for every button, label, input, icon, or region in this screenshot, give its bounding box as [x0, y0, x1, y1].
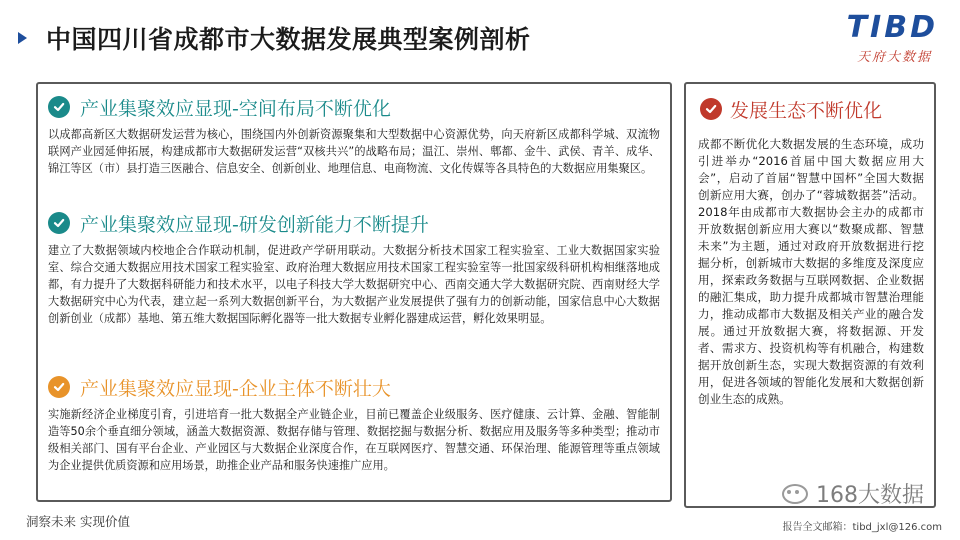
section-title: 产业集聚效应显现-研发创新能力不断提升: [80, 213, 429, 236]
check-circle-icon: [48, 96, 70, 118]
check-circle-icon: [48, 376, 70, 398]
triangle-bullet-icon: [18, 32, 27, 44]
side-header: [700, 96, 882, 122]
section-title: 产业集聚效应显现-企业主体不断壮大: [80, 377, 391, 400]
section-spatial-layout: [48, 94, 660, 177]
section-header: [48, 94, 660, 120]
section-body: 以成都高新区大数据研发运营为核心，围绕国内外创新资源聚集和大型数据中心资源优势，向天府新区成都科学城、双流物联网产业园延伸拓展，构建成都市大数据研发运营“双核共兴”的战略布局；温江、崇州、郫都、金牛、武侯、青羊、成华、锦江等区（市）县打造三医融合、信息安全、创新创业、地理信息、电商物流、文化传媒等各具特色的大数据应用集聚区。: [48, 128, 660, 175]
side-body: 成都不断优化大数据发展的生态环境，成功引进举办“2016首届中国大数据应用大会”，启动了首届“智慧中国杯”全国大数据创新应用大赛，创办了“蓉城数据荟”活动。2018年由成都市大数据协会主办的成都市开放数据创新应用大赛以“数聚成都、智慧未来”为主题，通过对政府开放数据进行挖掘分析，创新城市大数据的多维度及深度应用，探索政务数据与互联网数据、企业数据的融汇集成，助力提升成都城市智慧治理能力，推动成都市大数据及相关产业的融合发展。通过开放数据大赛，将数据源、开发者、需求方、投资机构等有机融合，构建数据开放创新生态，实现大数据资源的有效利用，促进各领域的智能化发展和大数据创新创业生态的成熟。: [698, 137, 924, 406]
slide-header: [0, 0, 960, 72]
section-header: [48, 210, 660, 236]
section-body: 实施新经济企业梯度引育，引进培育一批大数据全产业链企业，目前已覆盖企业级服务、医疗健康、云计算、金融、智能制造等50余个垂直细分领域，涵盖大数据资源、数据存储与管理、数据挖掘与数据分析、数据应用及服务等多种类型；推动市级相关部门、国有平台企业、产业园区与大数据企业深度合作，在互联网医疗、智慧交通、环保治理、能源管理等重点领域为企业提供优质资源和应用场景，助推企业产品和服务快速推广应用。: [48, 408, 660, 472]
section-body: 建立了大数据领域内校地企合作联动机制，促进政产学研用联动。大数据分析技术国家工程实验室、工业大数据国家实验室、综合交通大数据应用技术国家工程实验室、政府治理大数据应用技术国家工程实验室等一批国家级科研机构相继落地成都，有力提升了大数据科研能力和技术水平，以电子科技大学大数据研究中心、西南交通大学大数据研究院、西南财经大学大数据研究中心为代表，建立起一系列大数据创新平台，为大数据产业发展提供了强有力的创新动能，国家信息中心大数据创新创业（成都）基地、第五维大数据国际孵化器等一批大数据专业孵化器建成运营，孵化效果明显。: [48, 244, 660, 325]
side-title: 发展生态不断优化: [730, 99, 883, 122]
watermark: [782, 478, 924, 509]
footer-contact: 报告全文邮箱：tibd_jxl@126.com: [782, 522, 942, 533]
logo-wordmark: TIBD: [846, 10, 938, 45]
section-header: [48, 374, 660, 400]
section-enterprise-growth: [48, 374, 660, 474]
tibd-logo: [818, 10, 938, 66]
page-title: 中国四川省成都市大数据发展典型案例剖析: [46, 25, 531, 54]
watermark-text: 168大数据: [816, 483, 924, 508]
logo-subtitle: 天府大数据: [856, 50, 932, 65]
section-rd-innovation: [48, 210, 660, 327]
check-circle-icon: [700, 98, 722, 120]
right-content-panel: [684, 82, 936, 508]
footer-slogan: 洞察未来 实现价值: [26, 514, 130, 529]
section-title: 产业集聚效应显现-空间布局不断优化: [80, 97, 391, 120]
wechat-icon: [782, 484, 808, 504]
check-circle-icon: [48, 212, 70, 234]
left-content-panel: [36, 82, 672, 502]
